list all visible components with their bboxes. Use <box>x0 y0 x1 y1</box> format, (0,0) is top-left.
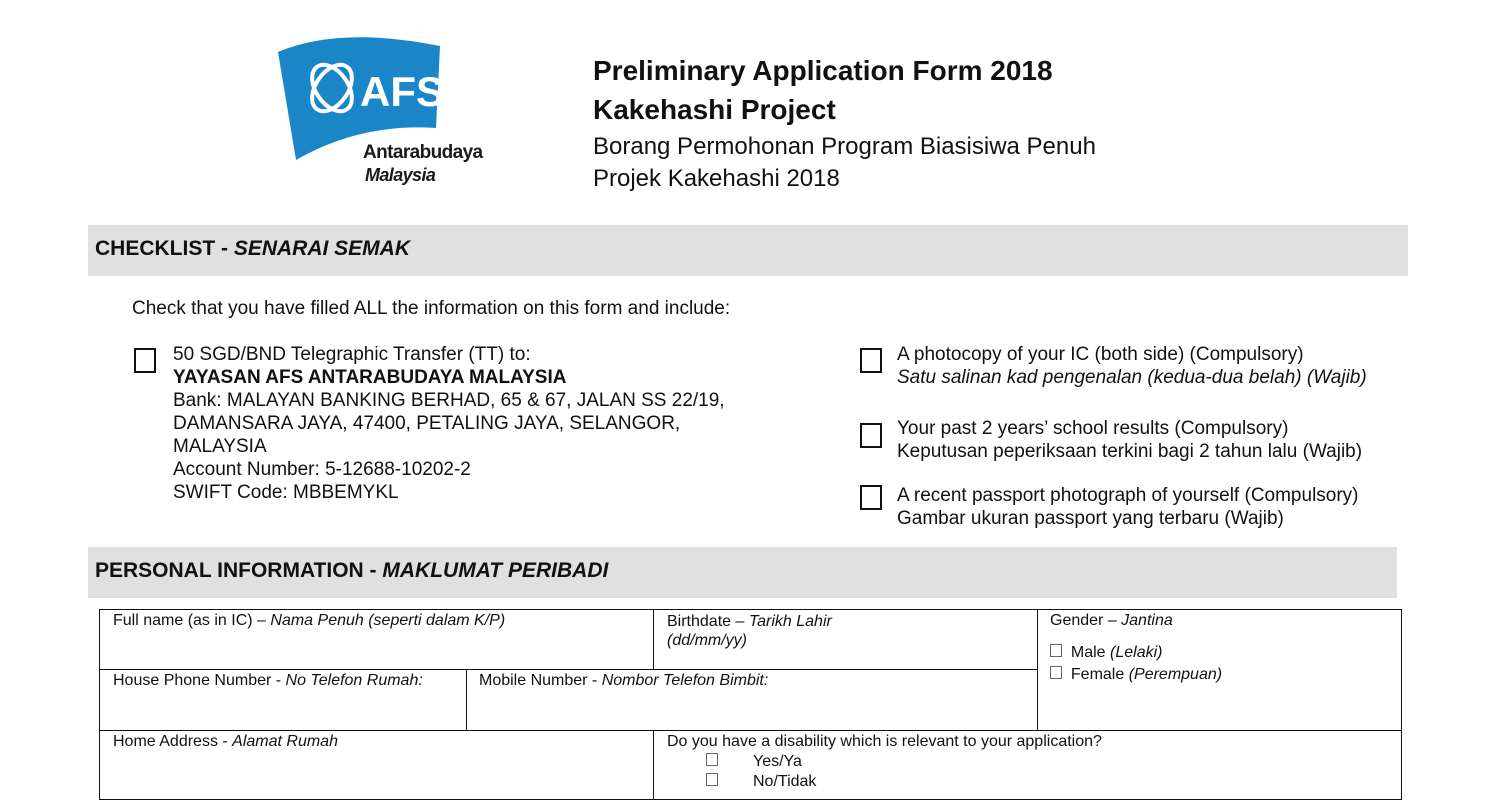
gender-field <box>1037 609 1402 731</box>
checkbox-disability-no[interactable] <box>706 773 718 786</box>
tt-bank: Bank: MALAYAN BANKING BERHAD, 65 & 67, JALAN SS 22/19, <box>173 390 725 411</box>
checkbox-male[interactable] <box>1050 644 1062 657</box>
form-title: Preliminary Application Form 2018 <box>593 55 1053 86</box>
checkbox-disability-yes[interactable] <box>706 753 718 766</box>
birthdate-field[interactable] <box>653 609 1038 670</box>
house-phone-field[interactable] <box>99 669 467 731</box>
house-phone-label: House Phone Number - No Telefon Rumah: <box>113 672 423 689</box>
disability-field <box>653 730 1402 800</box>
item-ic-ms: Satu salinan kad pengenalan (kedua-dua belah) (Wajib) <box>897 367 1367 388</box>
gender-male-option[interactable]: Male (Lelaki) <box>1050 644 1401 662</box>
logo-line1: Antarabudaya <box>363 142 483 163</box>
item-photo-ms: Gambar ukuran passport yang terbaru (Wajib) <box>897 508 1284 529</box>
logo-line2: Malaysia <box>365 165 436 185</box>
mobile-field[interactable] <box>466 669 1038 731</box>
item-results-ms: Keputusan peperiksaan terkini bagi 2 tahun lalu (Wajib) <box>897 441 1363 462</box>
disability-question: Do you have a disability which is relevant to your application? <box>667 733 1102 750</box>
checklist-item-results <box>897 417 1362 463</box>
tt-address: DAMANSARA JAYA, 47400, PETALING JAYA, SELANGOR, <box>173 413 681 434</box>
checkbox-tt[interactable] <box>134 348 156 373</box>
tt-country: MALAYSIA <box>173 436 267 457</box>
checklist-heading-malay: SENARAI SEMAK <box>233 237 411 260</box>
home-address-field[interactable] <box>99 730 654 800</box>
checklist-intro: Check that you have filled ALL the information on this form and include: <box>132 298 731 319</box>
gender-female-option[interactable]: Female (Perempuan) <box>1050 666 1401 684</box>
checklist-item-photo <box>897 484 1359 530</box>
tt-line1: 50 SGD/BND Telegraphic Transfer (TT) to: <box>173 344 531 365</box>
disability-yes-option[interactable]: Yes/Ya <box>706 753 1401 771</box>
personal-info-header <box>88 547 1397 598</box>
personal-heading: PERSONAL INFORMATION - <box>95 559 383 582</box>
birthdate-label: Birthdate – Tarikh Lahir (dd/mm/yy) <box>667 613 832 649</box>
tt-account-number: Account Number: 5-12688-10202-2 <box>173 459 471 480</box>
mobile-label: Mobile Number - Nombor Telefon Bimbit: <box>479 672 769 689</box>
tt-recipient: YAYASAN AFS ANTARABUDAYA MALAYSIA <box>173 367 567 388</box>
personal-heading-malay: MAKLUMAT PERIBADI <box>382 559 609 582</box>
checklist-item-ic <box>897 343 1367 389</box>
item-ic-en: A photocopy of your IC (both side) (Compulsory) <box>897 344 1304 365</box>
checkbox-passport-photo[interactable] <box>860 485 882 510</box>
checklist-header <box>88 225 1408 276</box>
checkbox-female[interactable] <box>1050 666 1062 679</box>
item-results-en: Your past 2 years’ school results (Compulsory) <box>897 418 1289 439</box>
logo-brand: AFS <box>360 68 444 115</box>
full-name-field[interactable] <box>99 609 654 670</box>
checklist-heading: CHECKLIST - <box>95 237 234 260</box>
tt-details <box>173 343 725 504</box>
disability-no-option[interactable]: No/Tidak <box>706 773 1401 791</box>
tt-swift-code: SWIFT Code: MBBEMYKL <box>173 482 399 503</box>
checkbox-ic-copy[interactable] <box>860 348 882 373</box>
home-address-label: Home Address - Alamat Rumah <box>113 733 338 750</box>
full-name-label: Full name (as in IC) – Nama Penuh (seperti dalam K/P) <box>113 612 506 629</box>
birthdate-format: (dd/mm/yy) <box>667 632 747 649</box>
gender-label: Gender – Jantina <box>1050 612 1173 629</box>
malay-subtitle-1: Borang Permohonan Program Biasisiwa Penuh <box>593 133 1096 160</box>
malay-subtitle-2: Projek Kakehashi 2018 <box>593 165 840 192</box>
checkbox-school-results[interactable] <box>860 423 882 448</box>
item-photo-en: A recent passport photograph of yourself (Compulsory) <box>897 485 1359 506</box>
project-title: Kakehashi Project <box>593 94 836 125</box>
